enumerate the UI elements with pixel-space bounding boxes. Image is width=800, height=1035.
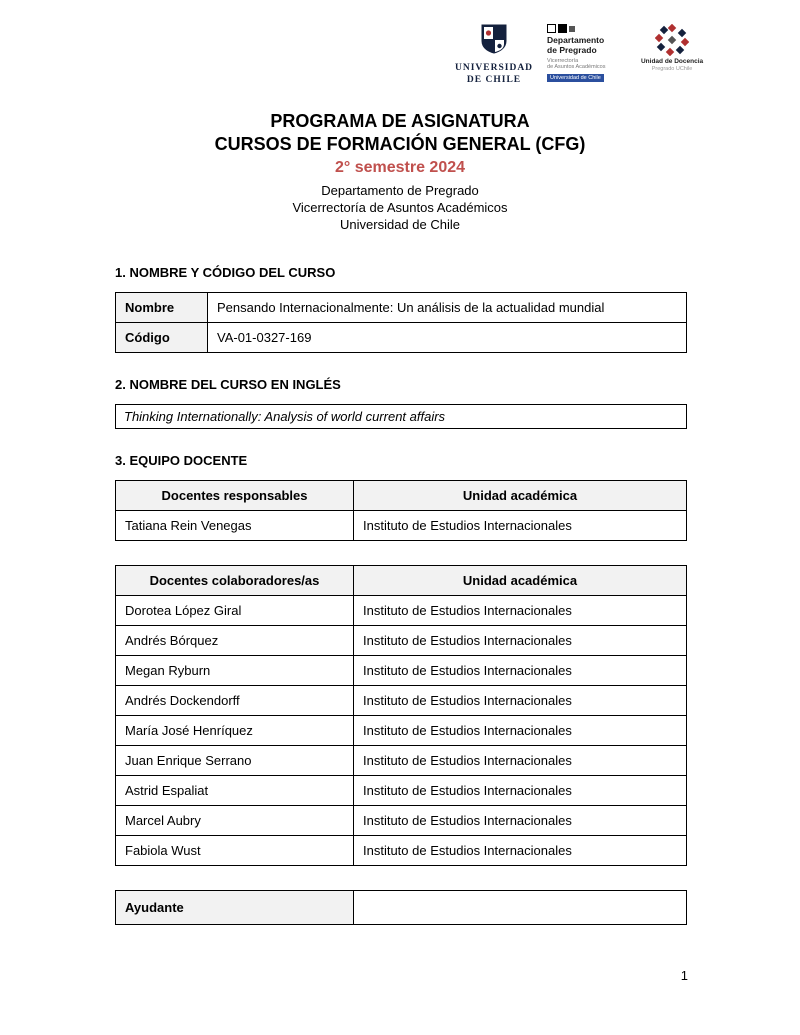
ayudante-table [115, 890, 687, 925]
docente-name: Andrés Bórquez [116, 626, 354, 656]
docencia-logo-subtext: Pregrado UChile [651, 65, 693, 72]
colaboradores-col2-header: Unidad académica [354, 566, 687, 596]
table-row [116, 686, 687, 716]
docencia-pattern-icon [655, 24, 689, 56]
docente-unit: Instituto de Estudios Internacionales [354, 746, 687, 776]
table-row [116, 293, 687, 323]
table-row [116, 323, 687, 353]
section-2-heading: 2. NOMBRE DEL CURSO EN INGLÉS [115, 377, 341, 392]
docencia-logo-title: Unidad de Docencia [640, 58, 704, 65]
colaboradores-table [115, 565, 687, 866]
uchile-logo [455, 24, 533, 87]
docente-name: Astrid Espaliat [116, 776, 354, 806]
table-row [116, 891, 687, 925]
section-3-heading: 3. EQUIPO DOCENTE [115, 453, 248, 468]
header-vicerrectoria: Vicerrectoría de Asuntos Académicos [292, 200, 508, 216]
table-row [116, 656, 687, 686]
uchile-crest-icon [481, 24, 507, 59]
docente-unit: Instituto de Estudios Internacionales [354, 511, 687, 541]
pregrado-logo-title: Departamento de Pregrado [547, 35, 605, 55]
responsables-col1-header: Docentes responsables [116, 481, 354, 511]
pregrado-logo-subtext: Vicerrectoría de Asuntos Académicos [547, 57, 606, 71]
table-row [116, 776, 687, 806]
header-department: Departamento de Pregrado [321, 183, 479, 198]
table-row [116, 596, 687, 626]
docente-name: Marcel Aubry [116, 806, 354, 836]
page-number: 1 [680, 968, 688, 983]
course-name-code-table [115, 292, 687, 353]
header-university: Universidad de Chile [340, 217, 460, 233]
table-row [116, 511, 687, 541]
pregrado-logo-bar: Universidad de Chile [547, 74, 604, 83]
docente-name: Megan Ryburn [116, 656, 354, 686]
table-row [116, 716, 687, 746]
docente-name: Andrés Dockendorff [116, 686, 354, 716]
docente-unit: Instituto de Estudios Internacionales [354, 686, 687, 716]
ayudante-label: Ayudante [116, 891, 354, 925]
docente-unit: Instituto de Estudios Internacionales [354, 596, 687, 626]
responsables-col2-header: Unidad académica [354, 481, 687, 511]
table-row [116, 626, 687, 656]
document-title [0, 110, 800, 155]
uchile-logo-text: UNIVERSIDAD DE CHILE [455, 63, 534, 85]
document-header [0, 110, 800, 233]
course-name-value: Pensando Internacionalmente: Un análisis de la actualidad mundial [208, 293, 687, 323]
docente-name: Juan Enrique Serrano [116, 746, 354, 776]
table-row [116, 746, 687, 776]
docente-unit: Instituto de Estudios Internacionales [354, 836, 687, 866]
document-title-line2: CURSOS DE FORMACIÓN GENERAL (CFG) [214, 133, 586, 154]
docente-unit: Instituto de Estudios Internacionales [354, 656, 687, 686]
docente-unit: Instituto de Estudios Internacionales [354, 716, 687, 746]
section-1-heading: 1. NOMBRE Y CÓDIGO DEL CURSO [115, 265, 336, 280]
pregrado-squares-icon [547, 24, 575, 33]
docente-name: María José Henríquez [116, 716, 354, 746]
ayudante-value [354, 891, 687, 925]
document-title-line1: PROGRAMA DE ASIGNATURA [270, 111, 530, 131]
table-header-row [116, 481, 687, 511]
course-code-value: VA-01-0327-169 [208, 323, 687, 353]
table-row [116, 806, 687, 836]
table-row [116, 836, 687, 866]
course-name-label: Nombre [116, 293, 208, 323]
logo-row [455, 24, 705, 87]
docencia-logo [639, 24, 705, 72]
document-content [115, 265, 687, 949]
docente-unit: Instituto de Estudios Internacionales [354, 776, 687, 806]
docente-name: Tatiana Rein Venegas [116, 511, 354, 541]
table-header-row [116, 566, 687, 596]
responsables-table [115, 480, 687, 541]
semester-label: 2° semestre 2024 [334, 159, 466, 176]
pregrado-logo [547, 24, 625, 82]
docente-unit: Instituto de Estudios Internacionales [354, 806, 687, 836]
english-course-name: Thinking Internationally: Analysis of world current affairs [115, 404, 687, 429]
docente-unit: Instituto de Estudios Internacionales [354, 626, 687, 656]
course-code-label: Código [116, 323, 208, 353]
colaboradores-col1-header: Docentes colaboradores/as [116, 566, 354, 596]
docente-name: Dorotea López Giral [116, 596, 354, 626]
docente-name: Fabiola Wust [116, 836, 354, 866]
